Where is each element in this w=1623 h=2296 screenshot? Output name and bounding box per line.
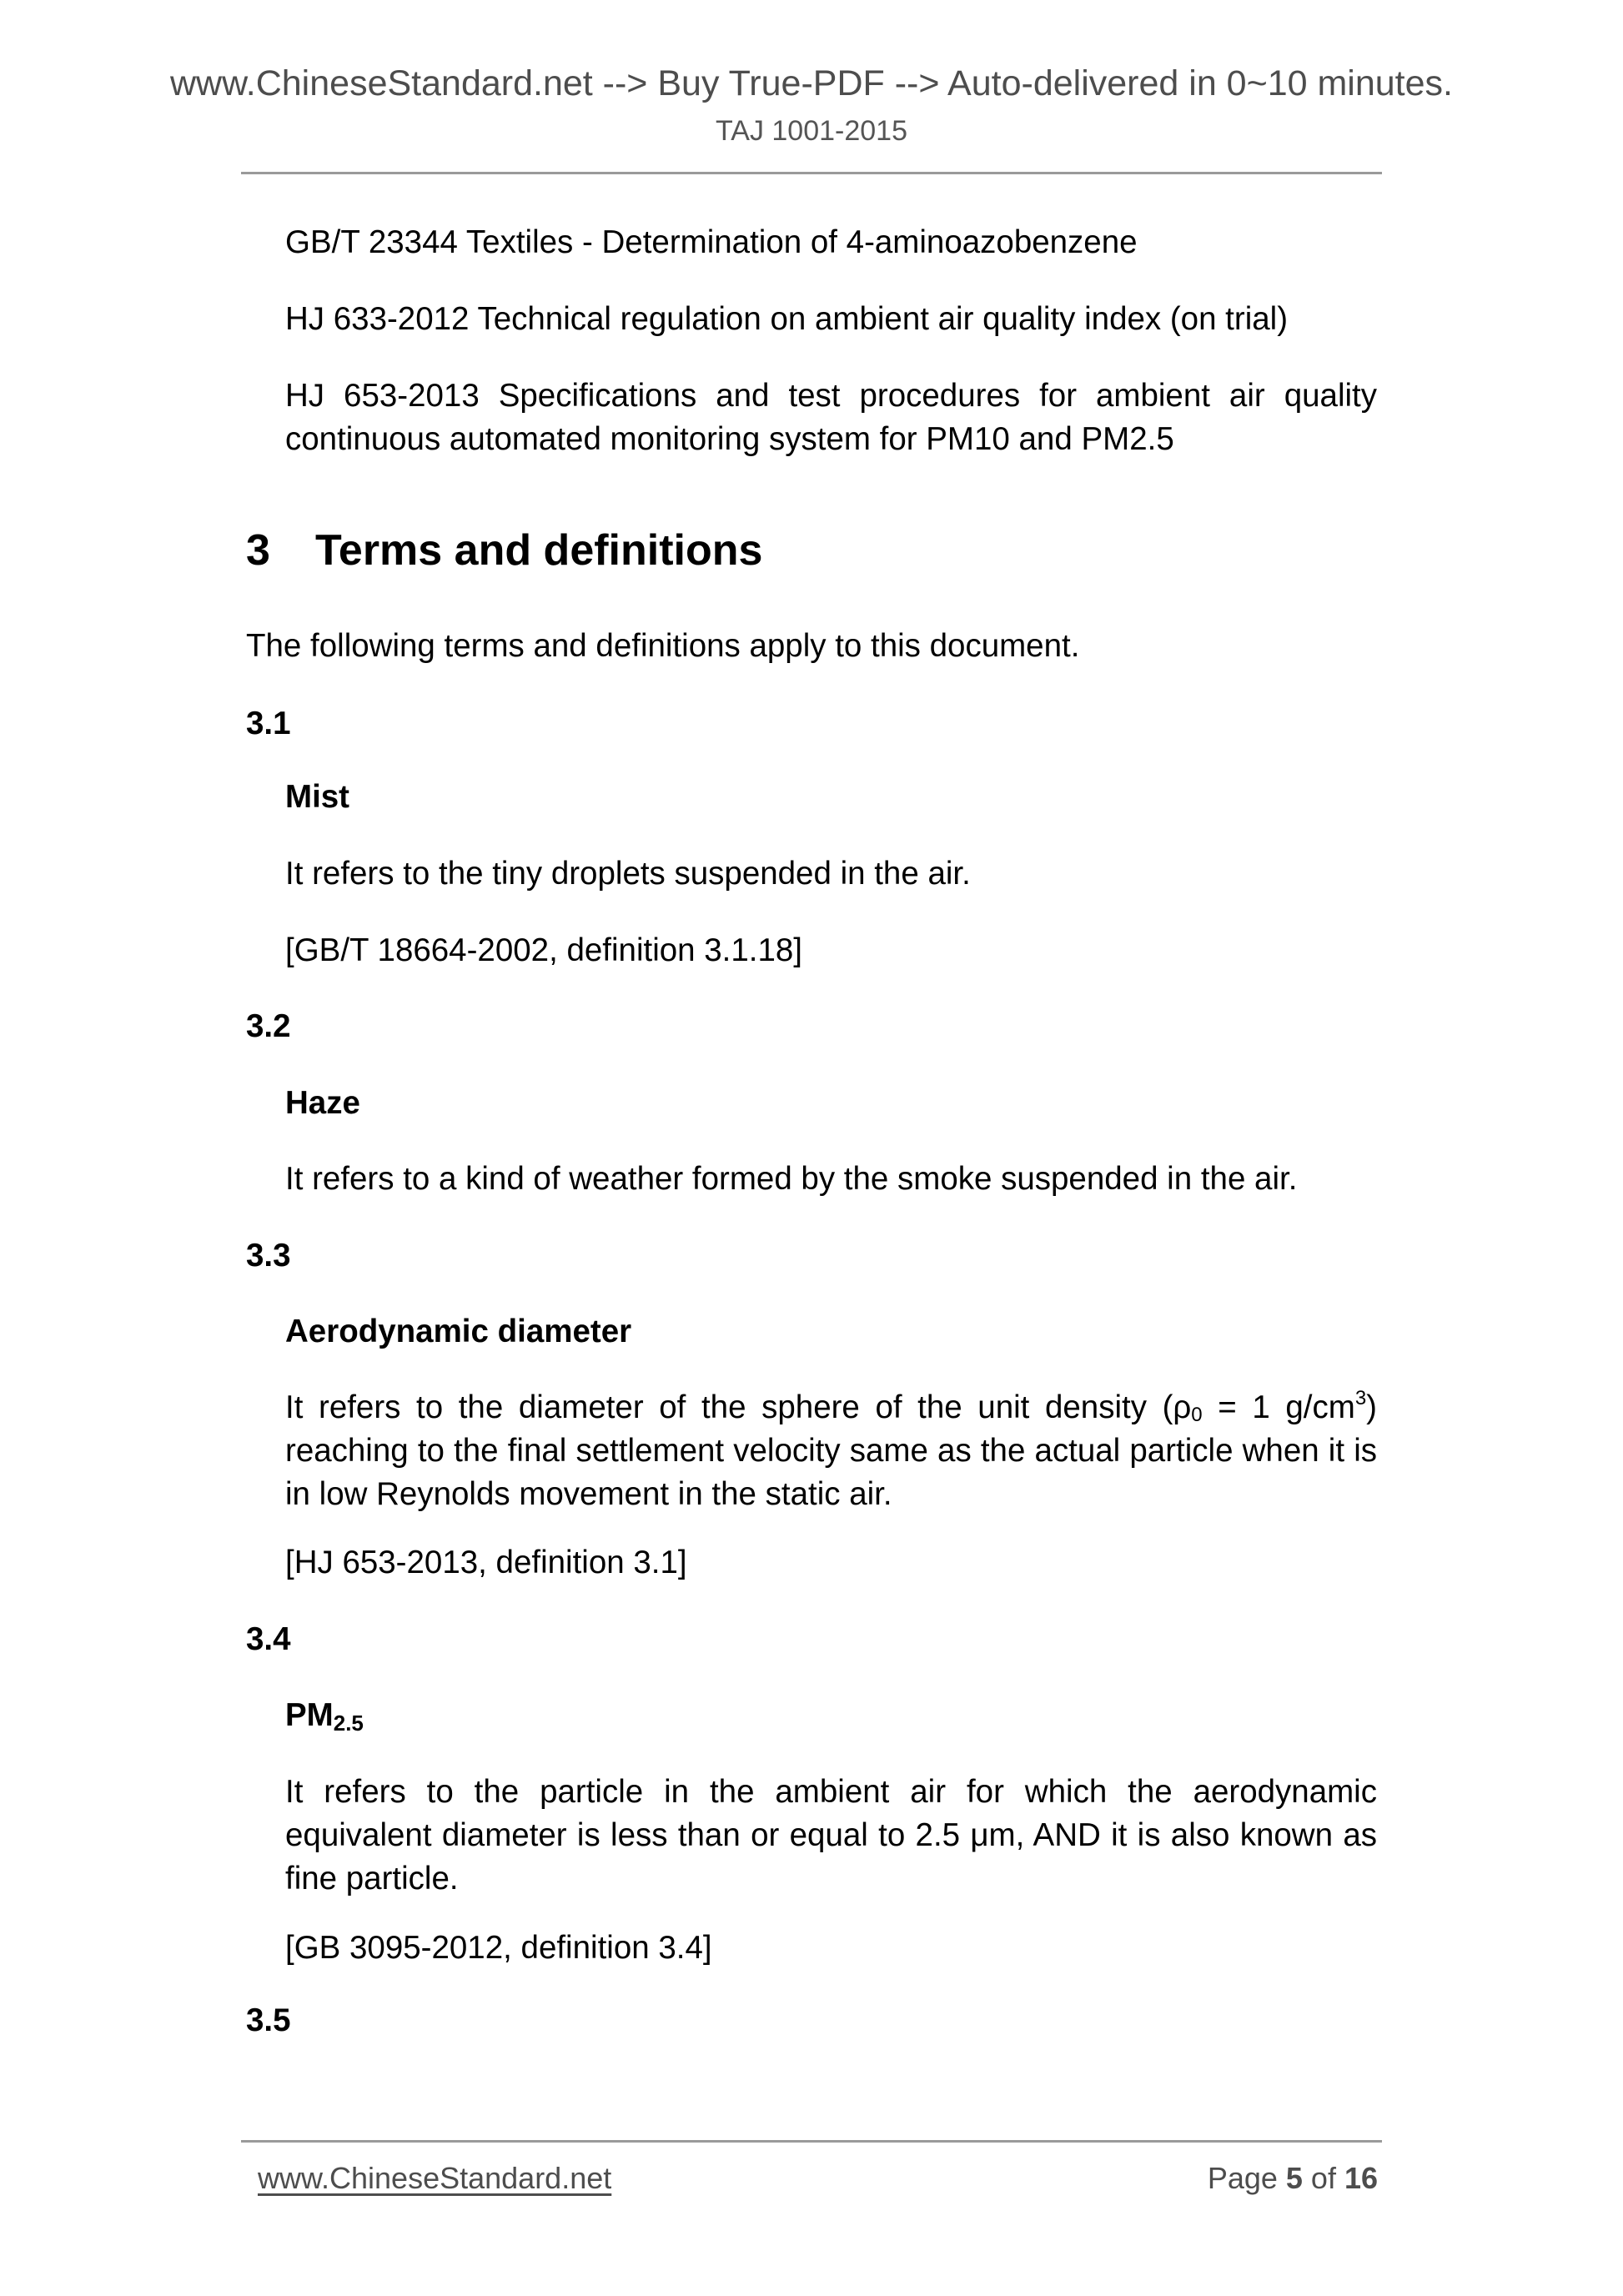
term-title: Aerodynamic diameter	[285, 1314, 632, 1349]
term-source: [GB 3095-2012, definition 3.4]	[285, 1930, 712, 1966]
term-source: [HJ 653-2013, definition 3.1]	[285, 1545, 687, 1580]
footer-site-link[interactable]: www.ChineseStandard.net	[258, 2161, 612, 2195]
cubic-superscript: 3	[1354, 1387, 1367, 1409]
rho-subscript: 0	[1191, 1404, 1203, 1426]
definition-text: ) reaching to the final settlement velocity same as the actual particle when it is in low Reynolds movement in the static air.	[285, 1389, 1377, 1512]
term-number: 3.4	[246, 1621, 291, 1657]
reference-item: HJ 653-2013 Specifications and test procedures for ambient air quality continuous automated monitoring system for PM10 and PM2.5	[285, 378, 1377, 457]
page-label: Page	[1207, 2161, 1286, 2195]
section-title: Terms and definitions	[315, 526, 763, 575]
section-number: 3	[246, 526, 270, 575]
term-number: 3.2	[246, 1008, 291, 1044]
term-subscript: 2.5	[333, 1711, 364, 1736]
page-of-label: of	[1302, 2161, 1344, 2195]
header-divider	[241, 172, 1382, 174]
document-code: TAJ 1001-2015	[716, 115, 907, 147]
term-title	[285, 1694, 364, 1737]
term-number: 3.1	[246, 706, 291, 741]
reference-item: GB/T 23344 Textiles - Determination of 4-aminoazobenzene	[285, 224, 1138, 260]
term-source: [GB/T 18664-2002, definition 3.1.18]	[285, 932, 803, 968]
reference-item: HJ 633-2012 Technical regulation on ambient air quality index (on trial)	[285, 301, 1289, 337]
term-definition	[285, 1386, 1377, 1516]
term-definition: It refers to the tiny droplets suspended in the air.	[285, 856, 971, 892]
page-total: 16	[1344, 2161, 1378, 2195]
term-number: 3.5	[246, 2002, 291, 2038]
term-definition: It refers to a kind of weather formed by the smoke suspended in the air.	[285, 1161, 1298, 1197]
definition-text: It refers to the diameter of the sphere of the unit density (ρ	[285, 1389, 1192, 1425]
page-current: 5	[1285, 2161, 1303, 2195]
section-intro: The following terms and definitions apply to this document.	[246, 628, 1080, 664]
term-title: Mist	[285, 779, 349, 815]
page-indicator	[1208, 2160, 1378, 2197]
section-heading	[246, 525, 762, 575]
footer-divider	[241, 2140, 1382, 2143]
term-base: PM	[285, 1697, 334, 1733]
term-definition: It refers to the particle in the ambient air for which the aerodynamic equivalent diameter is less than or equal to 2.5 μm, AND it is also known as fine particle.	[285, 1774, 1377, 1897]
term-title: Haze	[285, 1085, 360, 1121]
definition-text: = 1 g/cm	[1202, 1389, 1355, 1425]
header-banner: www.ChineseStandard.net --> Buy True-PDF --> Auto-delivered in 0~10 minutes.	[169, 63, 1453, 103]
term-number: 3.3	[246, 1238, 291, 1274]
